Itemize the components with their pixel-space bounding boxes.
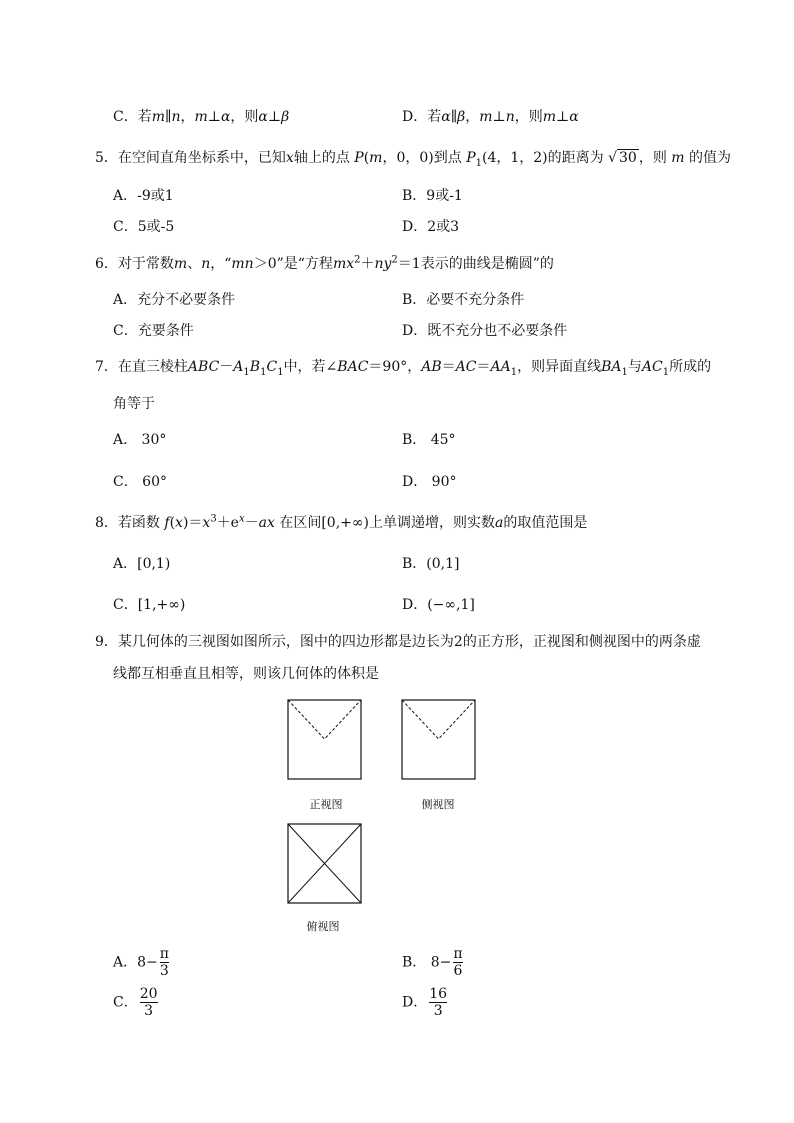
fraction: $\frac{\pi}{6}$ bbox=[453, 946, 463, 979]
q8-option-c: C．[1,+∞) bbox=[113, 597, 186, 613]
side-view-figure bbox=[401, 699, 477, 781]
q8-option-b: B．(0,1] bbox=[402, 556, 460, 572]
q6-option-d: D．既不充分也不必要条件 bbox=[402, 323, 568, 339]
q4-option-d: D．若α∥β，m⊥n，则m⊥α bbox=[402, 109, 579, 125]
q7-stem-line2: 角等于 bbox=[113, 396, 155, 412]
front-view-caption: 正视图 bbox=[309, 798, 343, 811]
q8-stem: 8．若函数 $f(x)=x^3+e^x-ax$ 在区间[0,+∞)上单调递增，则实数a的取值范围是 bbox=[95, 513, 588, 531]
top-view-caption: 俯视图 bbox=[306, 920, 340, 933]
q5-option-a: A．-9或1 bbox=[113, 188, 174, 204]
q5-option-d: D．2或3 bbox=[402, 219, 460, 235]
fraction: $\frac{16}{3}$ bbox=[429, 986, 448, 1019]
q6-option-c: C．充要条件 bbox=[113, 323, 194, 339]
q7-option-c: C． 60° bbox=[113, 474, 167, 490]
q5-option-c: C．5或-5 bbox=[113, 219, 175, 235]
fraction: $\frac{\pi}{3}$ bbox=[159, 946, 169, 979]
q9-stem-line2: 线都互相垂直且相等，则该几何体的体积是 bbox=[113, 666, 379, 682]
q7-stem-line1: 7．在直三棱柱$ABC-A_1B_1C_1$中，若∠BAC＝90°，$AB=AC=AA_1$，则异面直线$BA_1$与$AC_1$所成的 bbox=[95, 359, 712, 378]
q9-option-b: B． 8− $\frac{\pi}{6}$ bbox=[402, 946, 463, 979]
side-view-caption: 侧视图 bbox=[421, 798, 455, 811]
q7-option-b: B． 45° bbox=[402, 432, 456, 448]
q9-option-a: A．8− $\frac{\pi}{3}$ bbox=[113, 946, 169, 979]
q9-stem-line1: 9．某几何体的三视图如图所示，图中的四边形都是边长为2的正方形，正视图和侧视图中的两条虚 bbox=[95, 634, 701, 650]
q4-option-c: C．若m∥n，m⊥α，则α⊥β bbox=[113, 109, 290, 125]
q5-option-b: B．9或-1 bbox=[402, 188, 463, 204]
q6-option-a: A．充分不必要条件 bbox=[113, 292, 236, 308]
q9-option-d: D． $\frac{16}{3}$ bbox=[402, 986, 448, 1019]
q9-option-c: C． $\frac{20}{3}$ bbox=[113, 986, 158, 1019]
q6-option-b: B．必要不充分条件 bbox=[402, 292, 525, 308]
q7-option-d: D． 90° bbox=[402, 474, 457, 490]
q5-stem: 5．在空间直角坐标系中，已知x轴上的点 P(m，0，0)到点 $P_1(4$，1，2)的距离为 √ 30 ，则 m 的值为 bbox=[95, 150, 732, 169]
q8-option-d: D．(−∞,1] bbox=[402, 597, 475, 613]
q8-option-a: A．[0,1) bbox=[113, 556, 171, 572]
fraction: $\frac{20}{3}$ bbox=[139, 986, 158, 1019]
q7-option-a: A． 30° bbox=[113, 432, 167, 448]
q6-stem: 6．对于常数m、n，“mn＞0”是“方程$mx^2+ny^2=1$表示的曲线是椭圆”的 bbox=[95, 254, 554, 272]
front-view-figure bbox=[287, 699, 363, 781]
top-view-figure bbox=[287, 823, 363, 905]
